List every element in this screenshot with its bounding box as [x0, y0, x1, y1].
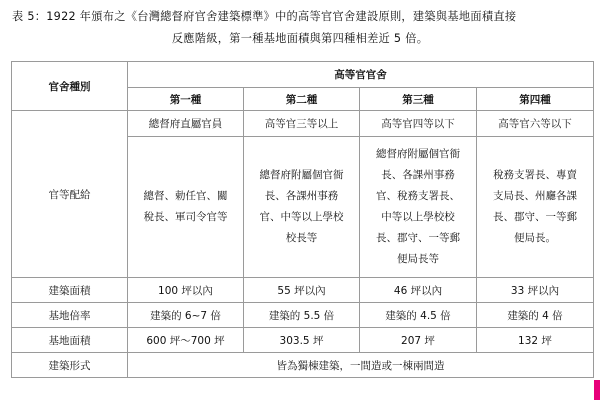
rank-detail-line: 支局長、州廳各課 [493, 190, 577, 202]
rank-detail-line: 校長等 [285, 232, 318, 244]
row-label-official-rank: 官等配給 [12, 111, 128, 278]
rank-detail-line: 總督、勅任官、關 [143, 190, 228, 202]
rank-top-cell: 總督府直屬官員 [128, 111, 244, 137]
site-ratio-cell: 建築的 6~7 倍 [128, 303, 244, 328]
building-form-cell: 皆為獨棟建築，一間造或一棟兩間造 [128, 353, 594, 378]
site-ratio-cell: 建築的 5.5 倍 [244, 303, 360, 328]
site-area-cell: 207 坪 [360, 328, 477, 353]
row-label-site-ratio: 基地倍率 [12, 303, 128, 328]
header-column-3: 第三種 [360, 88, 477, 111]
header-column-1: 第一種 [128, 88, 244, 111]
site-area-cell: 600 坪～700 坪 [128, 328, 244, 353]
table-caption [10, 6, 590, 50]
caption-line-1: 表 5：1922 年頒布之《台灣總督府官舍建築標準》中的高等官官舍建設原則，建築與基地面積直接 [12, 10, 517, 23]
rank-detail-line: 長、郡守、一等郵 [493, 211, 577, 223]
caption-line-2: 反應階級，第一種基地面積與第四種相差近 5 倍。 [171, 32, 429, 45]
rank-top-cell: 高等官三等以上 [244, 111, 360, 137]
header-type-label: 官舍種別 [12, 62, 128, 111]
rank-detail-cell [128, 137, 244, 278]
accent-strip [594, 380, 600, 400]
rank-detail-line: 稅長、軍司令官等 [143, 211, 228, 223]
rank-top-cell: 高等官六等以下 [477, 111, 594, 137]
building-area-cell: 55 坪以內 [244, 278, 360, 303]
header-column-4: 第四種 [477, 88, 594, 111]
building-area-cell: 100 坪以內 [128, 278, 244, 303]
site-ratio-cell: 建築的 4 倍 [477, 303, 594, 328]
rank-detail-line: 長、郡守、一等郵 [376, 232, 460, 244]
rank-detail-line: 稅務支署長、專賣 [493, 169, 577, 181]
building-area-cell: 46 坪以內 [360, 278, 477, 303]
housing-standards-table [11, 61, 594, 378]
rank-detail-line: 總督府附屬個官衙 [259, 169, 344, 181]
rank-detail-line: 長、各課州事務 [381, 169, 455, 181]
rank-detail-cell [360, 137, 477, 278]
building-area-cell: 33 坪以內 [477, 278, 594, 303]
rank-detail-line: 便局長等 [397, 253, 439, 265]
rank-detail-cell [244, 137, 360, 278]
site-area-cell: 303.5 坪 [244, 328, 360, 353]
rank-top-cell: 高等官四等以下 [360, 111, 477, 137]
rank-detail-line: 總督府附屬個官衙 [376, 148, 460, 160]
rank-detail-line: 官、中等以上學校 [259, 211, 344, 223]
row-label-site-area: 基地面積 [12, 328, 128, 353]
rank-detail-line: 官、稅務支署長、 [376, 190, 460, 202]
rank-detail-line: 長、各課州事務 [264, 190, 339, 202]
row-label-building-form: 建築形式 [12, 353, 128, 378]
header-column-2: 第二種 [244, 88, 360, 111]
row-label-building-area: 建築面積 [12, 278, 128, 303]
rank-detail-line: 中等以上學校校 [381, 211, 455, 223]
header-group-label: 高等官官舍 [128, 62, 594, 88]
site-area-cell: 132 坪 [477, 328, 594, 353]
rank-detail-cell [477, 137, 594, 278]
rank-detail-line: 便局長。 [514, 232, 556, 244]
site-ratio-cell: 建築的 4.5 倍 [360, 303, 477, 328]
